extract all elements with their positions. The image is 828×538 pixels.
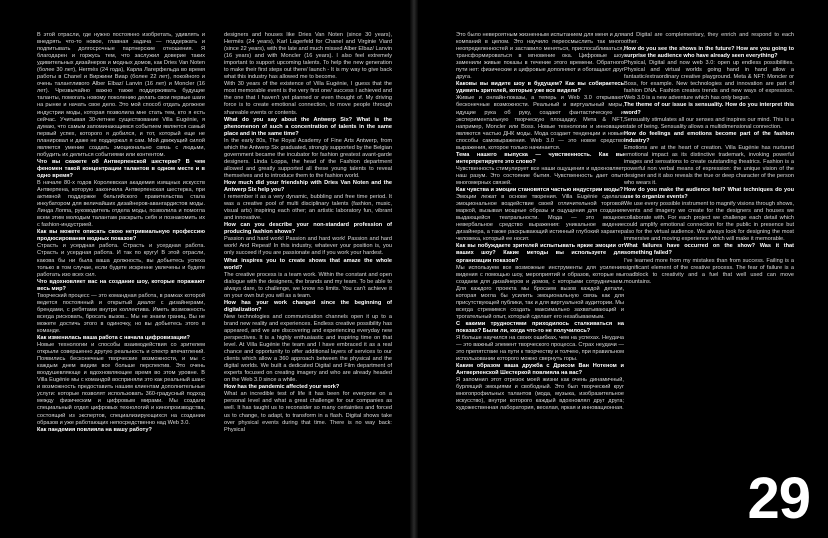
interview-question: How has the pandemic affected your work? [224,384,340,391]
right-page-column-russian [456,32,624,413]
interview-question: Как пандемия повлияла на вашу работу? [37,426,152,433]
interview-answer: В этой отрасли, где нужно постоянно изобретать, удивлять и внедрять что-то новое, главная задача — поддержать и подпитывать долгосрочные партнерские отношения. Я благодарен и горжусь тем, что заслужил доверие таких удивительных дизайнеров и модных домов, как Dries Van Noten (более 30 лет), Hermès (24 года), Карла Лагерфельда во время работы в Chanel и Виржини Виар (более 22 лет), покойного и очень талантливого Alber Elbaz/ Lanvin (16 лет) и Moncler (16 лет). Чрезвычайно важно также поддерживать будущие таланты, помогать новому поколению делать свои первые шаги на рынке и начать свое дело. Это мой способ отдать должное индустрии моды, которая позволила мне стать тем, кто я есть сейчас. Учитывая 30-летнее существование Villa Eugénie, я думаю, что самым запоминающимся событием является самый первый успех, которого я добился, и тот, который еще не планировал и даже не поддержал я сам. Мой движущий силой является умение создать эмоционально связь с людьми, побудить их делиться событиями или контентом. [37,32,205,158]
interview-question: Что вы скажете об Антверпенской шестерке? В чем феномен такой концентрации талантов в одном месте и в одно время? [37,158,205,179]
interview-answer: In the early 80s, The Royal Academy of Fine Arts Antwerp, from which the Antwerp Six graduated, strongly supported by the Belgian government became the incubator for fashion greatest avant-garde designers. Linda Loppa, the head of the Fashion department allowed and greatly supported all these young talents to reveal themselves and to introduce them to the fashion world. [224,137,392,179]
interview-question: How has your work changed since the beginning of digitalization? [224,299,392,313]
interview-answer: The creative process is a team work. Within the constant and open dialogue with the designers, the brands and my team. To be able to always dare, to challenge, we know no limits. You can't achieve it on your own but you will as a team. [224,271,392,299]
interview-answer: Страсть и усердная работа. Страсть и усердная работа. Страсть и усердная работа. И так по кругу! В этой отрасли, какова бы ни была ваша должность, вы добьетесь успеха только в том случае, если будете искренне увлечены и будете работать изо всех сил. [37,243,205,278]
interview-answer: Живые и онлайн-показы, а теперь и Web 3.0 открывают бесконечные возможности. Реальный и виртуальный миры, идущие рука об руку, создают фантастическую и экспериментальную творческую площадку. Мета & NFT, например, Moncler или Boss. Новые технологии и инновации являются частью ДНК моды. Мода создает тенденции и новые способы самовыражения. Web 3.0 — это новое средство выражения, которое только начинается. [456,95,624,151]
interview-answer: Мы используем все возможные инструменты для усиления видения с помощью шоу, мероприятий и образов, которые мы создаем для дизайнеров и домов, с которыми сотрудничаем. Для каждого проекта мы бросаем вызов каждой детали, которая могла бы усилить эмоциональную связь как для присутствующей публики, так и для виртуальной аудитории. Мы всегда стремимся создать максимально захватывающий и трогательный опыт, который сделает его незабываемым. [456,264,624,320]
interview-question: Как чувства и эмоции становятся частью индустрии моды? [456,187,624,194]
interview-question: How do you see the shows in the future? How are you going to surprise the audience who have already seen everything? [624,46,794,60]
interview-question: What failures have occurred on the show? Was it that something failed? [624,243,794,257]
left-page [0,0,410,538]
interview-answer: Это было невероятным жизненным испытанием для меня и для компаний в целом. Это научило переосмыслить так много неопределенностей и заставило меняться, приспосабливаться, трансформироваться в мгновение ока. Цифровые шоу заменили живые показы в течение этого времени. Обратного пути нет: физические и цифровые дополняют и обогащают друг друга. [456,32,624,81]
left-page-column-english [224,32,392,434]
interview-answer: New technologies and communication channels open it up to a brand new reality and experiences. Endless creative possibility has appeared, and we are discovering and experiencing everyday new perspectives. It is a highly enthusiastic and inspiring time on that level. At Villa Eugénie the team and I have embraced it as a real chance and opportunity to offer additional layers of services to our clients which allow a 360 approach between the physical and the digital worlds. We built a dedicated Digital and Film department of experts focused on creating imagery and who are already headed on the Web 3.0 since a while. [224,313,392,384]
left-page-column-russian [37,32,205,434]
interview-question: Как изменилась ваша работа с начала цифровизации? [37,335,190,342]
interview-question: The theme of our issue is sensuality. How do you interpret this word? [624,102,794,116]
interview-question: С какими трудностями приходилось сталкиваться на показах? Были ли, когда что-то не получилось? [456,320,624,334]
interview-answer: Я запомнил этот отрезок моей жизни как очень динамичный, бурлящий эмоциями и свободный. Это был творческий круг многопрофильных талантов (мода, музыка, изобразительное искусство), внутри которого каждый вдохновлял друг друга; художественная лаборатория, веселая, яркая и инновационная. [456,377,624,412]
interview-answer: Passion and hard work! Passion and hard work! Passion and hard work! And Repeat! In this industry, whatever your position is, you only succeed if you are passionate and if you work your hardest. [224,236,392,257]
interview-answer: Чувственность стимулирует все наши ощущения и вдохновляет наш разум. Это состояние бытия. Чувственность дает опыт многомерных связей. [456,165,624,186]
right-page [418,0,828,538]
interview-question: How do feelings and emotions become part of the fashion industry? [624,130,794,144]
interview-answer: designers and houses like Dries Van Noten (since 30 years), Hermès (24 years), Karl Lagerfeld for Chanel and Virginie Viard (since 22 years), with the late and much missed Alber Elbaz/ Lanvin (16 years) and with Moncler (16 years). I also feel extremely important to support upcoming talents. To help the new generation to make their first steps out there/ launch - It is my way to give back what this industry has allowed me to become. [224,32,392,81]
interview-answer: Emotions are at the heart of creation. Villa Eugénie has nurtured emotional impact as its distinctive trademark, invoking powerful images and sensations to create outstanding theatrics. Fashion is a powerful non verbal means of expression: the unique vision of the designer and it also reveals the true or deep character of the person who wears it. [624,144,794,186]
interview-answer: What an incredible test of life it has been for everyone on a personal level and what a great challenge for our companies as well. It has taught us to reconsider so many certainties and forced us to change, to adapt, to transform in a flash. Digital shows take over physical events during that time. There is no way back: Physical [224,391,392,433]
interview-answer: Sensuality stimulates all our senses and inspires our mind. This is a state of being. Sensuality allows a multidimensional connection. [624,116,794,130]
interview-answer: В начале 80-х годов Королевская академия изящных искусств Антверпена, которую закончила Антверпенская шестерка, при активной поддержке бельгийского правительства стала инкубатором для величайших дизайнеров-авангардистов моды. Линда Лоппа, руководитель отдела моды, позволила и помогла всем этим молодым талантам раскрыть себя и познакомить их с fashion-индустрией. [37,179,205,229]
interview-answer: I remember it as a very dynamic, bubbling and free time period. It was a creative pool of multi disciplinary talents (fashion, music, visual arts) inspiring each other; an artistic laboratory fun, vibrant and innovative. [224,194,392,222]
interview-answer: Творческий процесс — это командная работа, в рамках которой ведется постоянный и открытый диалог с дизайнерами, брендами, с ребятами внутри коллектива. Иметь возможность всегда рисковать, бросать вызов... Мы не знаем границ. Вы не можете достичь этого в одиночку, но вы добьетесь этого в команде. [37,292,205,334]
interview-question: How can you describe your non-standard profession of producing fashion shows? [224,222,392,236]
interview-question: How much did your friendship with Dries Van Noten and the Antwerp Six help you? [224,179,392,194]
interview-answer: Эмоции лежат в основе творения. Villa Eugénie сделала эмоциональное воздействие своей отличительной торговой маркой, вызывая мощные образы и ощущения для создания выдающейся театральности. Мода — это мощное невербальное средство выражения: уникальное видение дизайнера, а также раскрывающий истинный глубокий характер человека, который ее носит. [456,194,624,243]
interview-question: Что вдохновляет вас на создание шоу, которые поражают весь мир? [37,278,205,292]
interview-question: Как вы побуждаете зрителей испытывать яркие эмоции от ваших шоу? Какие методы вы используете для организации показов? [456,243,624,264]
interview-answer: Новые технологии и способы взаимодействия со зрителем открыли совершенно другую реальность и спектр впечатлений. Появились бесконечные творческие возможности, и мы с каждым днем видим все больше перспектив. Это очень воодушевляюще и вдохновляющее время во этом уровне. В Villa Eugénie мы с командой восприняли это как реальный шанс и возможность предоставить нашим клиентам дополнительные услуги: которые позволят использовать 360-градусный подход между физическим и цифровым мирами. Мы создали специальный отдел цифровых технологий и кинопроизводства, состоящий из экспертов, специализирующихся на создании образов и уже работающих непосредственно над Web 3.0. [37,342,205,426]
interview-answer: I've learned more from my mistakes than from success. Failing is a significant element of the creative process. The fear of failure is a roadblock to creativity and a fuel that well used can move mountains. [624,257,794,285]
interview-question: Тема нашего выпуска — чувственность. Как вы интерпретируете это слово? [456,151,624,165]
interview-question: Как вы можете описать свою нетривиальную профессию продюсирования модных показов? [37,229,205,243]
interview-question: How do you make the audience feel? What techniques do you use to organize events? [624,187,794,201]
interview-question: Каким образом ваша дружба с Дрисом Ван Нотеном и Антверпенской Шестеркой повлияла на вас? [456,363,624,377]
interview-answer: Physical, Digital and now web 3.0: open up endless possibilities. Physical and virtual worlds going hand in hand allow a fantastic/extraordinary creative playground. Meta & NFT: Moncler or Boss, for example. New technologies and innovation are part of fashion DNA. Fashion creates trends and new ways of expression. Web 3.0 is a new adventure which has only begun. [624,60,794,102]
interview-answer: Я больше научился на своих ошибках, чем на успехах. Неудача — это важный элемент творческого процесса. Страх неудачи — это препятствие на пути к творчеству и толчею, при правильном использовании которого можно свернуть горы. [456,335,624,363]
interview-question: What do you say about the Antwerp Six? What is the phenomenon of such a concentration of talents in the same place and in the same time? [224,116,392,137]
interview-answer: We use every possible instrument to magnify visions through shows, events and imagery we create for the designers and houses we collaborate with. For each project we challenge each detail which could amplify emotional connection for the public in presence but also for the virtual audience. We always look for designing the most immersive and moving experience which will make it memorable. [624,201,794,243]
interview-answer: and Digital are complementary, they enrich and respond to each other. [624,32,794,46]
interview-answer: With 30 years of the existence of Villa Eugénie, I guess that the most memorable event is the very first one/ success I achieved and the one that I haven't yet planned or even thought of. My driving force is to create emotional connection, to move people through shareable events or contents. [224,81,392,116]
interview-question: What inspires you to create shows that amaze the whole world? [224,257,392,271]
right-page-column-english [624,32,794,286]
page-number: 29 [747,466,810,531]
interview-question: Каковы вы видите шоу в будущем? Как вы собираетесь удивить зрителей, которые уже все видели? [456,81,624,95]
page-gutter [410,0,418,538]
